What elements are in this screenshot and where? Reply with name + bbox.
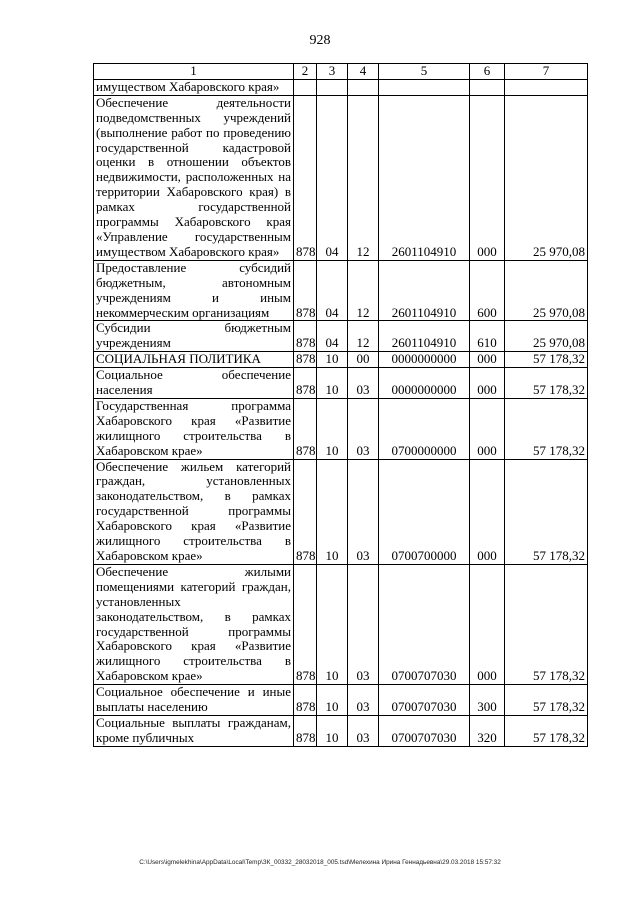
target-article-cell: 0700000000 <box>379 398 470 459</box>
expense-type-cell: 000 <box>470 459 505 564</box>
column-header: 2 <box>294 64 317 80</box>
target-article-cell: 0700700000 <box>379 459 470 564</box>
subsection-cell: 12 <box>348 95 379 260</box>
row-name-cell: Социальное обеспечение населения <box>94 368 294 399</box>
amount-cell: 57 178,32 <box>505 368 588 399</box>
subsection-cell: 00 <box>348 352 379 368</box>
row-name-cell: Обеспечение жилыми помещениями категорий граждан, установленных законодательством, в рамках государственной программы Хабаровского края «Развитие жилищного строительства в Хабаровском крае» <box>94 564 294 684</box>
amount-cell: 57 178,32 <box>505 352 588 368</box>
subsection-cell: 03 <box>348 715 379 746</box>
table-row <box>94 398 588 459</box>
expense-type-cell: 600 <box>470 260 505 321</box>
column-header: 4 <box>348 64 379 80</box>
row-name-cell: Субсидии бюджетным учреждениям <box>94 321 294 352</box>
table-row <box>94 79 588 95</box>
section-cell <box>317 79 348 95</box>
admin-code-cell <box>294 79 317 95</box>
expense-type-cell: 000 <box>470 368 505 399</box>
expense-type-cell: 320 <box>470 715 505 746</box>
section-cell: 04 <box>317 95 348 260</box>
page-number: 928 <box>309 33 331 48</box>
amount-cell: 57 178,32 <box>505 564 588 684</box>
admin-code-cell: 878 <box>294 564 317 684</box>
amount-cell <box>505 79 588 95</box>
admin-code-cell: 878 <box>294 685 317 716</box>
subsection-cell: 03 <box>348 459 379 564</box>
expense-type-cell: 000 <box>470 95 505 260</box>
amount-cell: 57 178,32 <box>505 715 588 746</box>
column-header: 6 <box>470 64 505 80</box>
target-article-cell: 0700707030 <box>379 685 470 716</box>
admin-code-cell: 878 <box>294 321 317 352</box>
target-article-cell: 0000000000 <box>379 368 470 399</box>
column-header: 7 <box>505 64 588 80</box>
expense-type-cell: 000 <box>470 398 505 459</box>
section-cell: 10 <box>317 685 348 716</box>
target-article-cell: 2601104910 <box>379 260 470 321</box>
table-row <box>94 368 588 399</box>
row-name-cell: Социальное обеспечение и иные выплаты населению <box>94 685 294 716</box>
amount-cell: 57 178,32 <box>505 459 588 564</box>
subsection-cell: 12 <box>348 260 379 321</box>
amount-cell: 25 970,08 <box>505 260 588 321</box>
target-article-cell: 2601104910 <box>379 95 470 260</box>
section-cell: 10 <box>317 564 348 684</box>
row-name-cell: Обеспечение деятельности подведомственных учреждений (выполнение работ по проведению государственной кадастровой оценки в отношении объектов недвижимости, расположенных на территории Хабаровского края) в рамках государственной программы Хабаровского края «Управление государственным имуществом Хабаровского края» <box>94 95 294 260</box>
target-article-cell <box>379 79 470 95</box>
row-name-cell: Предоставление субсидий бюджетным, автономным учреждениям и иным некоммерческим организациям <box>94 260 294 321</box>
row-name-cell: Государственная программа Хабаровского края «Развитие жилищного строительства в Хабаровском крае» <box>94 398 294 459</box>
section-cell: 10 <box>317 398 348 459</box>
section-cell: 10 <box>317 459 348 564</box>
admin-code-cell: 878 <box>294 715 317 746</box>
section-cell: 10 <box>317 352 348 368</box>
subsection-cell: 03 <box>348 685 379 716</box>
admin-code-cell: 878 <box>294 260 317 321</box>
admin-code-cell: 878 <box>294 398 317 459</box>
file-path-footer: C:\Users\igmelekhina\AppData\Local\Temp\ЗК_00332_28032018_005.tsd\Мелехина Ирина Геннадьевна\29.03.2018 15:57:32 <box>139 859 501 866</box>
subsection-cell: 03 <box>348 564 379 684</box>
expense-type-cell: 610 <box>470 321 505 352</box>
table-row <box>94 685 588 716</box>
amount-cell: 25 970,08 <box>505 321 588 352</box>
subsection-cell: 03 <box>348 398 379 459</box>
column-header: 5 <box>379 64 470 80</box>
subsection-cell: 03 <box>348 368 379 399</box>
section-cell: 10 <box>317 715 348 746</box>
expense-type-cell: 300 <box>470 685 505 716</box>
amount-cell: 57 178,32 <box>505 398 588 459</box>
amount-cell: 57 178,32 <box>505 685 588 716</box>
section-cell: 04 <box>317 321 348 352</box>
subsection-cell: 12 <box>348 321 379 352</box>
subsection-cell <box>348 79 379 95</box>
admin-code-cell: 878 <box>294 459 317 564</box>
table-row <box>94 260 588 321</box>
table-row <box>94 715 588 746</box>
expense-type-cell: 000 <box>470 564 505 684</box>
row-name-cell: Обеспечение жильем категорий граждан, установленных законодательством, в рамках государственной программы Хабаровского края «Развитие жилищного строительства в Хабаровском крае» <box>94 459 294 564</box>
table-row <box>94 95 588 260</box>
column-header: 1 <box>94 64 294 80</box>
table-header-row <box>94 64 588 80</box>
table-row <box>94 321 588 352</box>
target-article-cell: 0700707030 <box>379 715 470 746</box>
target-article-cell: 2601104910 <box>379 321 470 352</box>
column-header: 3 <box>317 64 348 80</box>
row-name-cell: СОЦИАЛЬНАЯ ПОЛИТИКА <box>94 352 294 368</box>
admin-code-cell: 878 <box>294 352 317 368</box>
amount-cell: 25 970,08 <box>505 95 588 260</box>
section-cell: 04 <box>317 260 348 321</box>
row-name-cell: Социальные выплаты гражданам, кроме публичных <box>94 715 294 746</box>
expense-type-cell: 000 <box>470 352 505 368</box>
section-cell: 10 <box>317 368 348 399</box>
target-article-cell: 0000000000 <box>379 352 470 368</box>
expense-type-cell <box>470 79 505 95</box>
budget-table <box>93 63 588 747</box>
table-row <box>94 352 588 368</box>
table-row <box>94 459 588 564</box>
admin-code-cell: 878 <box>294 368 317 399</box>
admin-code-cell: 878 <box>294 95 317 260</box>
table-row <box>94 564 588 684</box>
row-name-cell: имуществом Хабаровского края» <box>94 79 294 95</box>
target-article-cell: 0700707030 <box>379 564 470 684</box>
